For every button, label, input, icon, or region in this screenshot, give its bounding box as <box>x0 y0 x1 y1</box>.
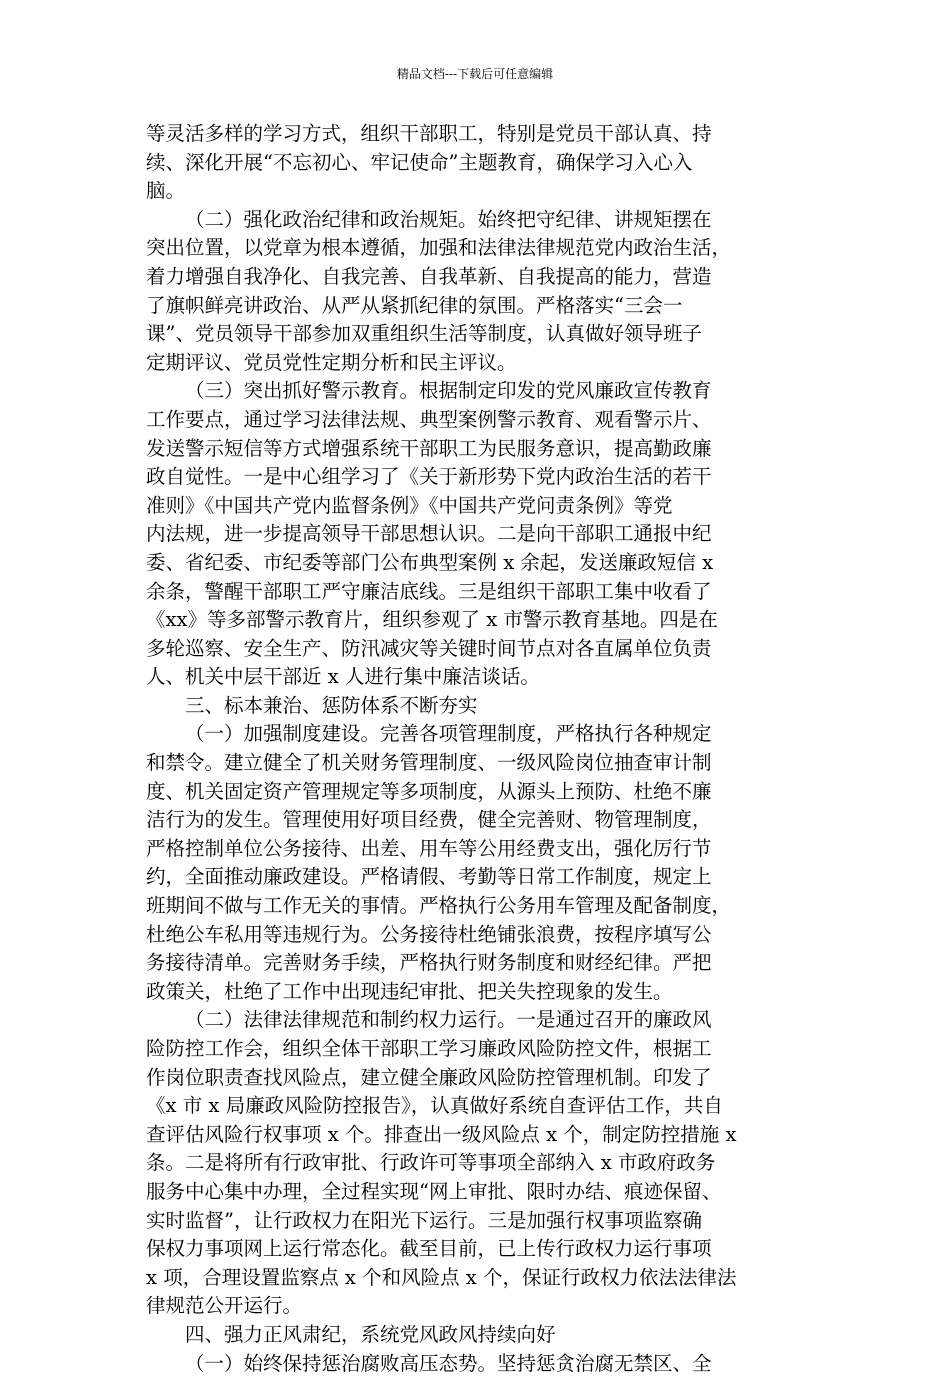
text-line: 政自觉性。一是中心组学习了《关于新形势下党内政治生活的若干 <box>146 465 712 489</box>
text-line: 续、深化开展“不忘初心、牢记使命”主题教育，确保学习入心入 <box>146 150 693 174</box>
text-line: 课”、党员领导干部参加双重组织生活等制度，认真做好领导班子 <box>146 322 702 346</box>
text-line: 保权力事项网上运行常态化。截至目前，已上传行政权力运行事项 <box>146 1237 712 1261</box>
text-line: 人、机关中层干部近 x 人进行集中廉洁谈话。 <box>146 665 540 689</box>
text-line: 定期评议、党员党性定期分析和民主评议。 <box>146 350 517 374</box>
text-line: 三、标本兼治、惩防体系不断夯实 <box>185 693 478 717</box>
text-line: 《x 市 x 局廉政风险防控报告》，认真做好系统自查评估工作，共自 <box>146 1094 723 1118</box>
text-line: 余条，警醒干部职工严守廉洁底线。三是组织干部职工集中收看了 <box>146 579 712 603</box>
text-line: 委、省纪委、市纪委等部门公布典型案例 x 余起，发送廉政短信 x <box>146 550 714 574</box>
text-line: 条。二是将所有行政审批、行政许可等事项全部纳入 x 市政府政务 <box>146 1151 716 1175</box>
text-line: 等灵活多样的学习方式，组织干部职工，特别是党员干部认真、持 <box>146 122 712 145</box>
text-line: 内法规，进一步提高领导干部思想认识。二是向干部职工通报中纪 <box>146 522 712 546</box>
text-line: 脑。 <box>146 179 186 203</box>
text-line: 务接待清单。完善财务手续，严格执行财务制度和财经纪律。严把 <box>146 951 712 975</box>
text-line: （二）法律法律规范和制约权力运行。一是通过召开的廉政风 <box>185 1008 712 1032</box>
text-line: 服务中心集中办理，全过程实现“网上审批、限时办结、痕迹保留、 <box>146 1179 722 1203</box>
text-line: 和禁令。建立健全了机关财务管理制度、一级风险岗位抽查审计制 <box>146 751 712 775</box>
text-line: 着力增强自我净化、自我完善、自我革新、自我提高的能力，营造 <box>146 264 712 288</box>
text-line: 班期间不做与工作无关的事情。严格执行公务用车管理及配备制度， <box>146 894 732 918</box>
text-line: 杜绝公车私用等违规行为。公务接待杜绝铺张浪费，按程序填写公 <box>146 922 712 946</box>
text-line: 《xx》等多部警示教育片，组织参观了 x 市警示教育基地。四是在 <box>146 608 718 632</box>
text-line: 严格控制单位公务接待、出差、用车等公用经费支出，强化厉行节 <box>146 836 712 860</box>
text-line: 度、机关固定资产管理规定等多项制度，从源头上预防、杜绝不廉 <box>146 779 712 803</box>
text-line: 实时监督”，让行政权力在阳光下运行。三是加强行权事项监察确 <box>146 1208 702 1232</box>
text-line: 准则》《中国共产党内监督条例》《中国共产党问责条例》等党 <box>146 493 673 517</box>
text-line: 四、强力正风肃纪，系统党风政风持续向好 <box>185 1322 556 1346</box>
text-line: 险防控工作会，组织全体干部职工学习廉政风险防控文件，根据工 <box>146 1037 712 1060</box>
text-line: （一）始终保持惩治腐败高压态势。坚持惩贪治腐无禁区、全 <box>185 1351 712 1375</box>
text-line: 查评估风险行权事项 x 个。排查出一级风险点 x 个，制定防控措施 x <box>146 1122 737 1146</box>
text-line: 多轮巡察、安全生产、防汛减灾等关键时间节点对各直属单位负责 <box>146 636 712 660</box>
text-line: （一）加强制度建设。完善各项管理制度，严格执行各种规定 <box>185 722 712 746</box>
text-line: 突出位置，以党章为根本遵循，加强和法律法律规范党内政治生活， <box>146 236 732 260</box>
text-line: 洁行为的发生。管理使用好项目经费，健全完善财、物管理制度， <box>146 808 712 832</box>
text-line: 律规范公开运行。 <box>146 1294 303 1318</box>
text-line: 作岗位职责查找风险点，建立健全廉政风险防控管理机制。印发了 <box>146 1065 712 1089</box>
document-body <box>146 120 816 1378</box>
text-line: （三）突出抓好警示教育。根据制定印发的党风廉政宣传教育 <box>185 379 712 403</box>
text-line: 工作要点，通过学习法律法规、典型案例警示教育、观看警示片、 <box>146 407 712 431</box>
text-line: x 项，合理设置监察点 x 个和风险点 x 个，保证行政权力依法法律法 <box>146 1265 737 1289</box>
text-line: 了旗帜鲜亮讲政治、从严从紧抓纪律的氛围。严格落实“三会一 <box>146 293 683 317</box>
text-line: 约，全面推动廉政建设。严格请假、考勤等日常工作制度，规定上 <box>146 865 712 889</box>
text-line: 政策关，杜绝了工作中出现违纪审批、把关失控现象的发生。 <box>146 979 673 1003</box>
page-header: 精品文档---下载后可任意编辑 <box>396 67 554 81</box>
text-line: （二）强化政治纪律和政治规矩。始终把守纪律、讲规矩摆在 <box>185 207 712 231</box>
text-line: 发送警示短信等方式增强系统干部职工为民服务意识，提高勤政廉 <box>146 436 712 460</box>
